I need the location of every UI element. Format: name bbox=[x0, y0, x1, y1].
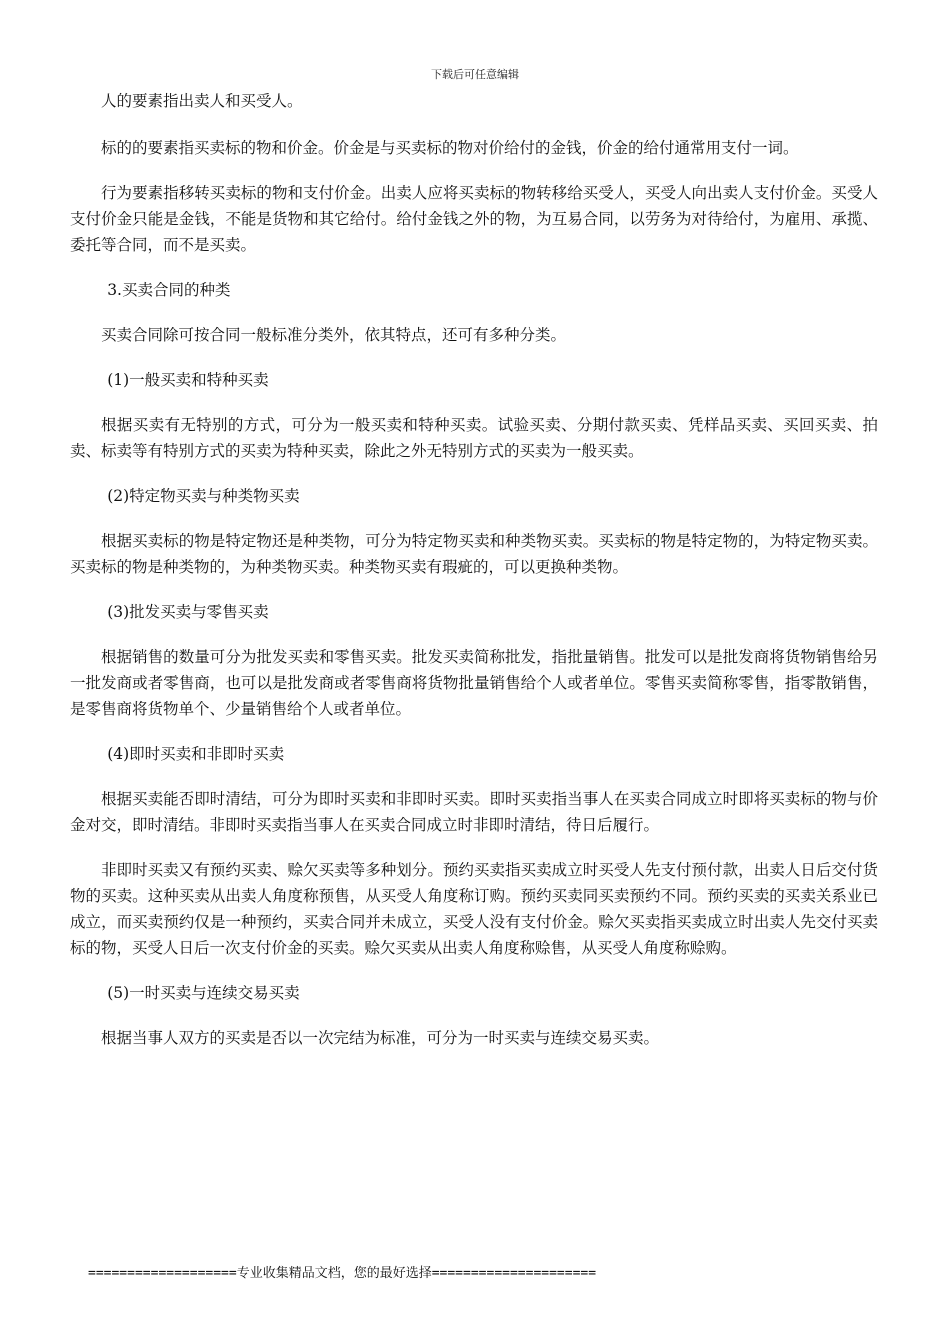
paragraph: 根据销售的数量可分为批发买卖和零售买卖。批发买卖简称批发，指批量销售。批发可以是批发商将货物销售给另一批发商或者零售商，也可以是批发商或者零售商将货物批量销售给个人或者单位。零售买卖简称零售，指零散销售，是零售商将货物单个、少量销售给个人或者单位。 bbox=[70, 648, 878, 718]
paragraph: 根据买卖能否即时清结，可分为即时买卖和非即时买卖。即时买卖指当事人在买卖合同成立时即将买卖标的物与价金对交，即时清结。非即时买卖指当事人在买卖合同成立时非即时清结，待日后履行。 bbox=[70, 790, 878, 834]
paragraph: 非即时买卖又有预约买卖、赊欠买卖等多种划分。预约买卖指买卖成立时买受人先支付预付款，出卖人日后交付货物的买卖。这种买卖从出卖人角度称预售，从买受人角度称订购。预约买卖同买卖预约不同。预约买卖的买卖关系业已成立，而买卖预约仅是一种预约，买卖合同并未成立，买受人没有支付价金。赊欠买卖指买卖成立时出卖人先交付买卖标的物，买受人日后一次支付价金的买卖。赊欠买卖从出卖人角度称赊售，从买受人角度称赊购。 bbox=[70, 861, 878, 957]
paragraph: 根据当事人双方的买卖是否以一次完结为标准，可分为一时买卖与连续交易买卖。 bbox=[101, 1029, 660, 1047]
paragraph: 根据买卖有无特别的方式，可分为一般买卖和特种买卖。试验买卖、分期付款买卖、凭样品买卖、买回买卖、拍卖、标卖等有特别方式的买卖为特种买卖，除此之外无特别方式的买卖为一般买卖。 bbox=[70, 416, 878, 460]
paragraph: 标的的要素指买卖标的物和价金。价金是与买卖标的物对价给付的金钱，价金的给付通常用支付一词。 bbox=[101, 139, 799, 157]
section-heading: (1)一般买卖和特种买卖 bbox=[107, 371, 269, 389]
paragraph: 根据买卖标的物是特定物还是种类物，可分为特定物买卖和种类物买卖。买卖标的物是特定物的，为特定物买卖。买卖标的物是种类物的，为种类物买卖。种类物买卖有瑕疵的，可以更换种类物。 bbox=[70, 532, 878, 576]
paragraph: 人的要素指出卖人和买受人。 bbox=[101, 92, 303, 110]
header-note: 下载后可任意编辑 bbox=[431, 68, 519, 81]
section-heading: (2)特定物买卖与种类物买卖 bbox=[107, 487, 300, 505]
paragraph: 买卖合同除可按合同一般标准分类外，依其特点，还可有多种分类。 bbox=[101, 326, 567, 344]
section-heading: (3)批发买卖与零售买卖 bbox=[107, 603, 269, 621]
footer-note: ===================专业收集精品文档，您的最好选择===================== bbox=[88, 1266, 597, 1281]
document-body bbox=[70, 88, 878, 1070]
section-heading: 3.买卖合同的种类 bbox=[107, 281, 231, 299]
paragraph: 行为要素指移转买卖标的物和支付价金。出卖人应将买卖标的物转移给买受人，买受人向出卖人支付价金。买受人支付价金只能是金钱，不能是货物和其它给付。给付金钱之外的物，为互易合同，以劳务为对待给付，为雇用、承揽、委托等合同，而不是买卖。 bbox=[70, 184, 878, 254]
section-heading: (5)一时买卖与连续交易买卖 bbox=[107, 984, 300, 1002]
section-heading: (4)即时买卖和非即时买卖 bbox=[107, 745, 285, 763]
